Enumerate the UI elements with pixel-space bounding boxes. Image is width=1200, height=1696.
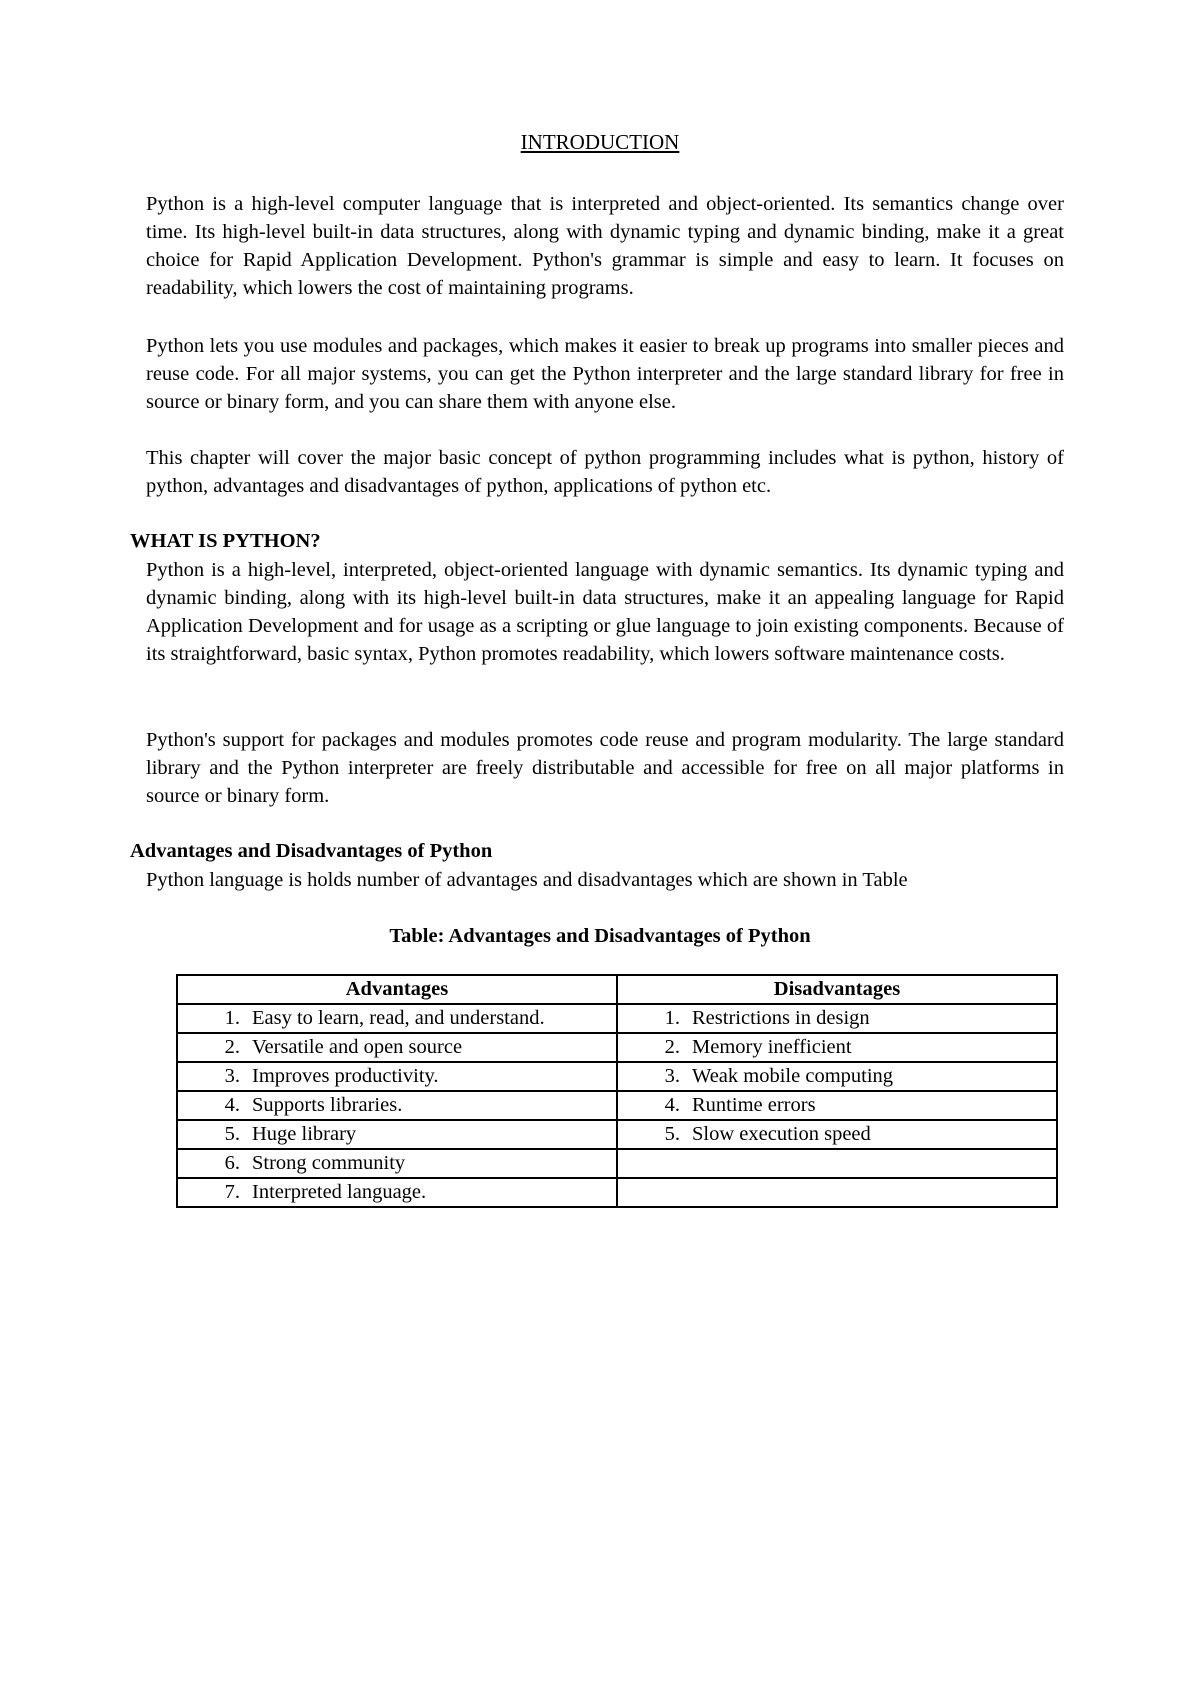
disadvantage-text: Memory inefficient <box>692 1036 852 1058</box>
item-number: 5. <box>224 1123 240 1145</box>
disadvantage-cell <box>617 1120 1057 1149</box>
advantage-text: Interpreted language. <box>252 1181 427 1203</box>
advantage-cell <box>177 1120 617 1149</box>
table-row <box>177 1091 1057 1120</box>
advantage-text: Huge library <box>252 1123 357 1145</box>
advantages-intro: Python language is holds number of advantages and disadvantages which are shown in Table <box>146 869 908 891</box>
advantage-text: Strong community <box>252 1152 406 1174</box>
what-is-paragraph-1: Python is a high-level, interpreted, object-oriented language with dynamic semantics. Its dynamic typing and dynamic binding, along with its high-level built-in data structures, make it an appealing language for Rapid Application Development and for usage as a scripting or glue language to join existing components. Because of its straightforward, basic syntax, Python promotes readability, which lowers software maintenance costs. <box>146 559 1064 665</box>
item-number: 1. <box>224 1007 240 1029</box>
advantage-text: Improves productivity. <box>252 1065 439 1087</box>
section-heading-what-is-python: WHAT IS PYTHON? <box>130 530 321 552</box>
table-row <box>177 1149 1057 1178</box>
item-number: 4. <box>224 1094 240 1116</box>
disadvantage-text: Restrictions in design <box>692 1007 870 1029</box>
table-header-row <box>177 975 1057 1004</box>
advantage-cell <box>177 1091 617 1120</box>
table-row <box>177 1120 1057 1149</box>
item-number: 2. <box>664 1036 680 1058</box>
disadvantage-cell <box>617 1062 1057 1091</box>
item-number: 5. <box>664 1123 680 1145</box>
intro-paragraph-2: Python lets you use modules and packages, which makes it easier to break up programs into smaller pieces and reuse code. For all major systems, you can get the Python interpreter and the large standard library for free in source or binary form, and you can share them with anyone else. <box>146 335 1064 413</box>
table-caption: Table: Advantages and Disadvantages of Python <box>389 925 811 947</box>
item-number: 3. <box>224 1065 240 1087</box>
disadvantage-text: Runtime errors <box>692 1094 816 1116</box>
advantage-cell <box>177 1149 617 1178</box>
item-number: 6. <box>224 1152 240 1174</box>
advantage-text: Supports libraries. <box>252 1094 403 1116</box>
disadvantage-cell <box>617 1033 1057 1062</box>
advantages-table <box>176 974 1058 1208</box>
item-number: 3. <box>664 1065 680 1087</box>
what-is-paragraph-2: Python's support for packages and modules promotes code reuse and program modularity. The large standard library and the Python interpreter are freely distributable and accessible for free on all major platforms in source or binary form. <box>146 729 1064 807</box>
advantage-text: Easy to learn, read, and understand. <box>252 1007 545 1029</box>
advantages-header: Advantages <box>177 975 617 1004</box>
disadvantage-cell <box>617 1178 1057 1207</box>
item-number: 7. <box>224 1181 240 1203</box>
table-row <box>177 1033 1057 1062</box>
disadvantage-text: Weak mobile computing <box>692 1065 894 1087</box>
disadvantage-cell <box>617 1149 1057 1178</box>
page-title: INTRODUCTION <box>520 130 680 154</box>
intro-paragraph-3: This chapter will cover the major basic concept of python programming includes what is python, history of python, advantages and disadvantages of python, applications of python etc. <box>146 447 1064 497</box>
intro-paragraph-1: Python is a high-level computer language that is interpreted and object-oriented. Its semantics change over time. Its high-level built-in data structures, along with dynamic typing and dynamic binding, make it a great choice for Rapid Application Development. Python's grammar is simple and easy to learn. It focuses on readability, which lowers the cost of maintaining programs. <box>146 193 1064 299</box>
disadvantages-header: Disadvantages <box>617 975 1057 1004</box>
disadvantage-text: Slow execution speed <box>692 1123 871 1145</box>
advantage-cell <box>177 1178 617 1207</box>
disadvantage-cell <box>617 1004 1057 1033</box>
item-number: 1. <box>664 1007 680 1029</box>
item-number: 2. <box>224 1036 240 1058</box>
advantage-cell <box>177 1004 617 1033</box>
advantage-cell <box>177 1033 617 1062</box>
advantage-cell <box>177 1062 617 1091</box>
section-heading-advantages: Advantages and Disadvantages of Python <box>130 840 493 862</box>
table-row <box>177 1004 1057 1033</box>
table-row <box>177 1178 1057 1207</box>
disadvantage-cell <box>617 1091 1057 1120</box>
table-row <box>177 1062 1057 1091</box>
advantage-text: Versatile and open source <box>252 1036 463 1058</box>
item-number: 4. <box>664 1094 680 1116</box>
